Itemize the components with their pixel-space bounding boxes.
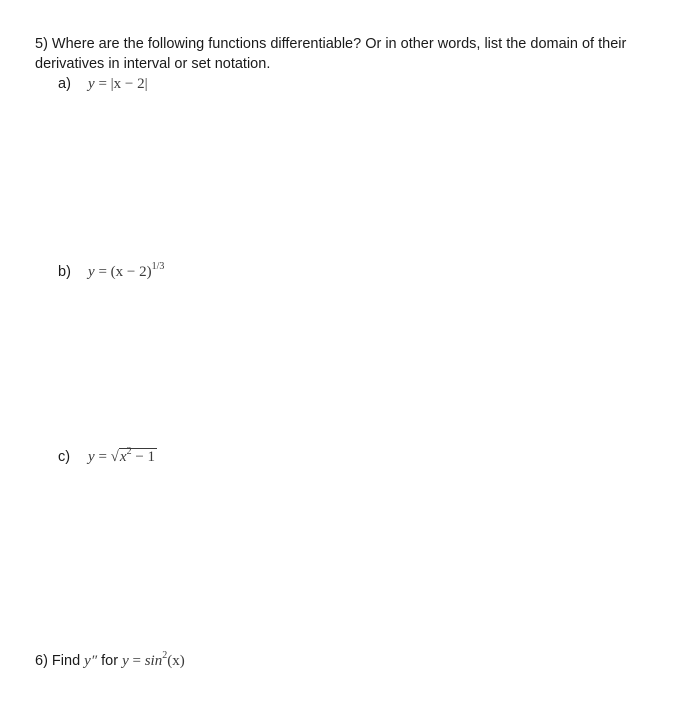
equals-sign: = (94, 449, 111, 465)
second-derivative-symbol (84, 653, 97, 669)
equals-sign: = (128, 653, 145, 669)
equation-variable: y (88, 449, 95, 465)
part-label: a) (58, 76, 71, 92)
equation-b (88, 261, 165, 280)
equation-variable: y (122, 653, 129, 669)
square-root (110, 446, 157, 466)
part-label: c) (58, 449, 71, 465)
radicand (119, 448, 157, 465)
radicand-rest: − 1 (131, 449, 156, 465)
radicand-variable: x (119, 449, 127, 465)
equation-variable: y (88, 76, 95, 92)
function-argument: (x) (167, 653, 185, 669)
function-exponent: 2 (162, 650, 168, 661)
question-5a (58, 76, 148, 93)
equation-expression: |x − 2| (110, 76, 148, 92)
equation-a (88, 76, 148, 92)
equals-sign: = (94, 264, 111, 280)
question-5-prompt: 5) Where are the following functions differentiable? Or in other words, list the domain of their derivatives in interval or set notation. (35, 36, 627, 72)
radicand-exponent: 2 (126, 446, 132, 457)
derivative-target: y″ (84, 653, 98, 669)
question-6-prefix: 6) Find (35, 653, 85, 669)
equation-expression: (x − 2) (110, 264, 152, 280)
question-6 (35, 650, 185, 670)
question-6-middle: for (97, 653, 123, 669)
part-label: b) (58, 264, 71, 280)
equation-variable: y (88, 264, 95, 280)
equation-6 (122, 650, 185, 669)
equation-c (88, 446, 157, 465)
function-name: sin (144, 653, 163, 669)
equals-sign: = (94, 76, 111, 92)
equation-exponent: 1/3 (151, 261, 165, 272)
question-5c (58, 446, 157, 466)
question-5b (58, 261, 165, 281)
radical-sign: √ (110, 449, 119, 465)
